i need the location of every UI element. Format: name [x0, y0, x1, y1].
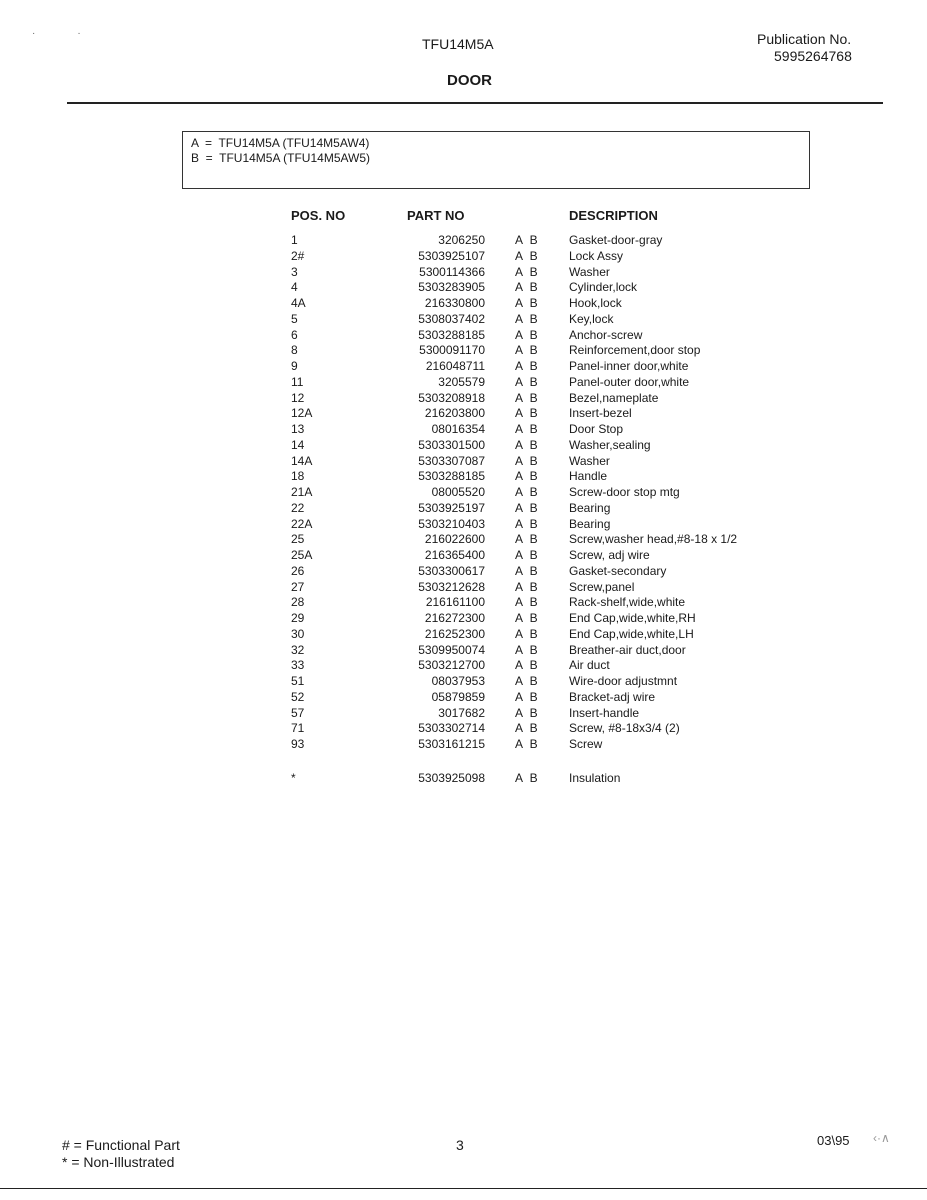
- description-cell: Rack-shelf,wide,white: [569, 595, 686, 610]
- part-number-cell: 216330800: [424, 296, 485, 310]
- pos-cell: 33: [291, 658, 305, 673]
- part-number-cell: 5309950074: [418, 642, 485, 657]
- part-number-cell: 3017682: [438, 705, 485, 720]
- header-divider: [67, 102, 883, 104]
- variant-cell: A B: [515, 311, 538, 326]
- part-number-cell: 216022600: [424, 532, 485, 547]
- parts-list: [0, 233, 927, 753]
- description-cell: Washer: [569, 264, 610, 279]
- variant-cell: A B: [515, 532, 538, 547]
- section-title: DOOR: [447, 72, 492, 89]
- pos-cell: 14: [291, 437, 305, 452]
- description-cell: Panel-inner door,white: [569, 359, 689, 373]
- pos-cell: *: [291, 771, 296, 785]
- part-number-cell: 5303307087: [418, 453, 485, 468]
- table-row: [0, 627, 927, 643]
- pos-cell: 25: [291, 532, 305, 547]
- table-row: [0, 771, 927, 787]
- footer-legend: [62, 1137, 180, 1171]
- description-cell: Screw-door stop mtg: [569, 485, 680, 499]
- variant-cell: A B: [515, 721, 538, 736]
- part-number-cell: 216161100: [425, 595, 485, 610]
- description-cell: Insulation: [569, 771, 621, 785]
- part-number-cell: 5303302714: [418, 721, 485, 736]
- table-row: [0, 485, 927, 501]
- part-number-cell: 08037953: [431, 674, 485, 688]
- pos-cell: 6: [291, 327, 298, 342]
- description-cell: Insert-bezel: [569, 406, 632, 421]
- part-number-cell: 5303161215: [418, 737, 485, 751]
- part-number-cell: 3206250: [438, 233, 485, 247]
- description-cell: Door Stop: [569, 422, 624, 436]
- part-number-cell: 216272300: [424, 611, 485, 625]
- publication-label: Publication No.: [757, 31, 852, 47]
- description-cell: Cylinder,lock: [569, 280, 638, 295]
- variant-cell: A B: [515, 563, 538, 578]
- variant-cell: A B: [515, 359, 538, 373]
- pos-cell: 3: [291, 264, 298, 279]
- table-row: [0, 674, 927, 690]
- description-cell: Reinforcement,door stop: [569, 343, 701, 358]
- table-row: [0, 312, 927, 328]
- variant-cell: A B: [515, 626, 538, 641]
- variant-cell: A B: [515, 453, 538, 468]
- pos-cell: 12: [291, 390, 305, 405]
- pos-cell: 4: [291, 280, 298, 295]
- variant-legend-box: [182, 131, 810, 189]
- description-cell: Screw: [569, 737, 603, 751]
- pos-cell: 93: [291, 737, 305, 751]
- table-row: [0, 249, 927, 265]
- part-number-cell: 216048711: [425, 359, 485, 373]
- description-cell: Washer: [569, 453, 610, 468]
- part-number-cell: 5303288185: [418, 327, 485, 342]
- table-row: [0, 643, 927, 659]
- pos-cell: 1: [291, 233, 298, 247]
- pos-cell: 18: [291, 469, 305, 484]
- part-number-cell: 5308037402: [418, 311, 485, 326]
- table-row: [0, 375, 927, 391]
- table-row: [0, 501, 927, 517]
- pos-cell: 13: [291, 422, 305, 436]
- description-cell: Bearing: [569, 516, 611, 531]
- description-cell: Bezel,nameplate: [569, 390, 659, 405]
- part-number-cell: 5303288185: [418, 469, 485, 484]
- table-row: [0, 265, 927, 281]
- part-number-cell: 5303212700: [418, 658, 485, 673]
- non-illustrated-list: [0, 771, 927, 787]
- part-number-cell: 5303925098: [418, 771, 485, 785]
- part-number-cell: 5303210403: [418, 516, 485, 531]
- description-cell: Handle: [569, 469, 608, 484]
- table-row: [0, 438, 927, 454]
- table-row: [0, 690, 927, 706]
- variant-cell: A B: [515, 469, 538, 484]
- table-row: [0, 469, 927, 485]
- table-row: [0, 548, 927, 564]
- description-cell: Screw, #8-18x3/4 (2): [569, 721, 680, 736]
- description-cell: Bracket-adj wire: [569, 689, 656, 704]
- part-number-cell: 5303925107: [418, 248, 485, 263]
- variant-cell: A B: [515, 516, 538, 531]
- part-number-cell: 08005520: [431, 485, 485, 499]
- part-number-cell: 5303212628: [418, 579, 485, 594]
- variant-cell: A B: [515, 674, 538, 688]
- description-cell: Breather-air duct,door: [569, 642, 686, 657]
- pos-cell: 12A: [291, 406, 313, 421]
- part-number-cell: 05879859: [431, 689, 485, 704]
- pos-cell: 8: [291, 343, 298, 358]
- publication-block: [757, 31, 852, 65]
- table-row: [0, 721, 927, 737]
- table-row: [0, 706, 927, 722]
- column-header-description: DESCRIPTION: [569, 208, 658, 223]
- table-row: [0, 611, 927, 627]
- legend-non-illustrated: * = Non-Illustrated: [62, 1154, 175, 1170]
- description-cell: Screw,washer head,#8-18 x 1/2: [569, 532, 738, 547]
- part-number-cell: 08016354: [431, 422, 485, 436]
- description-cell: End Cap,wide,white,RH: [569, 611, 696, 625]
- description-cell: Gasket-door-gray: [569, 233, 663, 247]
- variant-cell: A B: [515, 771, 538, 785]
- table-row: [0, 454, 927, 470]
- publication-number: 5995264768: [774, 48, 852, 64]
- pos-cell: 11: [291, 374, 304, 389]
- variant-cell: A B: [515, 422, 538, 436]
- variant-cell: A B: [515, 689, 538, 704]
- pos-cell: 29: [291, 611, 305, 625]
- variant-cell: A B: [515, 248, 538, 263]
- variant-cell: A B: [515, 406, 538, 421]
- variant-b: B = TFU14M5A (TFU14M5AW5): [191, 151, 371, 165]
- variant-a: A = TFU14M5A (TFU14M5AW4): [191, 136, 370, 150]
- description-cell: Anchor-screw: [569, 327, 643, 342]
- table-row: [0, 532, 927, 548]
- table-row: [0, 658, 927, 674]
- pos-cell: 71: [291, 721, 305, 736]
- part-number-cell: 5300114366: [419, 264, 485, 279]
- part-number-cell: 216365400: [424, 548, 485, 562]
- description-cell: Insert-handle: [569, 705, 640, 720]
- footer-divider: [0, 1188, 927, 1189]
- variant-cell: A B: [515, 642, 538, 657]
- description-cell: Screw, adj wire: [569, 548, 650, 562]
- pos-cell: 25A: [291, 548, 313, 562]
- page-number: 3: [456, 1137, 464, 1153]
- variant-cell: A B: [515, 705, 538, 720]
- variant-cell: A B: [515, 658, 538, 673]
- table-row: [0, 359, 927, 375]
- table-row: [0, 595, 927, 611]
- part-number-cell: 216203800: [424, 406, 485, 421]
- description-cell: End Cap,wide,white,LH: [569, 626, 694, 641]
- table-row: [0, 737, 927, 753]
- description-cell: Bearing: [569, 500, 611, 515]
- pos-cell: 2#: [291, 248, 305, 263]
- part-number-cell: 5303301500: [418, 437, 485, 452]
- variant-cell: A B: [515, 437, 538, 452]
- description-cell: Lock Assy: [569, 248, 624, 263]
- pos-cell: 51: [291, 674, 305, 688]
- pos-cell: 28: [291, 595, 305, 610]
- variant-cell: A B: [515, 579, 538, 594]
- description-cell: Hook,lock: [569, 296, 622, 310]
- part-number-cell: 5303300617: [418, 563, 485, 578]
- pos-cell: 27: [291, 579, 305, 594]
- table-row: [0, 328, 927, 344]
- handwritten-mark: ‹·∧: [873, 1131, 890, 1145]
- pos-cell: 57: [291, 705, 305, 720]
- variant-cell: A B: [515, 485, 538, 499]
- variant-cell: A B: [515, 548, 538, 562]
- pos-cell: 22: [291, 500, 305, 515]
- variant-cell: A B: [515, 390, 538, 405]
- part-number-cell: 3205579: [438, 374, 485, 389]
- table-row: [0, 391, 927, 407]
- variant-cell: A B: [515, 280, 538, 295]
- pos-cell: 5: [291, 311, 298, 326]
- part-number-cell: 5303208918: [418, 390, 485, 405]
- model-number: TFU14M5A: [422, 36, 494, 52]
- variant-cell: A B: [515, 500, 538, 515]
- variant-cell: A B: [515, 327, 538, 342]
- variant-cell: A B: [515, 595, 538, 610]
- pos-cell: 4A: [291, 296, 306, 310]
- variant-cell: A B: [515, 343, 538, 358]
- pos-cell: 22A: [291, 516, 313, 531]
- description-cell: Washer,sealing: [569, 437, 651, 452]
- table-row: [0, 296, 927, 312]
- pos-cell: 21A: [291, 485, 313, 499]
- table-row: [0, 517, 927, 533]
- description-cell: Key,lock: [569, 311, 614, 326]
- variant-cell: A B: [515, 374, 538, 389]
- table-row: [0, 406, 927, 422]
- part-number-cell: 5303283905: [418, 280, 485, 295]
- table-row: [0, 580, 927, 596]
- pos-cell: 52: [291, 689, 305, 704]
- description-cell: Panel-outer door,white: [569, 374, 690, 389]
- part-number-cell: 5303925197: [418, 500, 485, 515]
- pos-cell: 26: [291, 563, 305, 578]
- variant-cell: A B: [515, 233, 538, 247]
- pos-cell: 9: [291, 359, 298, 373]
- table-row: [0, 343, 927, 359]
- table-row: [0, 280, 927, 296]
- scan-specks: ··: [32, 28, 123, 39]
- part-number-cell: 216252300: [424, 626, 485, 641]
- description-cell: Wire-door adjustmnt: [569, 674, 678, 688]
- variant-cell: A B: [515, 296, 538, 310]
- part-number-cell: 5300091170: [419, 343, 485, 358]
- column-header-part: PART NO: [407, 208, 465, 223]
- pos-cell: 14A: [291, 453, 313, 468]
- pos-cell: 32: [291, 642, 305, 657]
- column-header-pos: POS. NO: [291, 208, 346, 223]
- variant-cell: A B: [515, 737, 538, 751]
- variant-cell: A B: [515, 611, 538, 625]
- legend-functional: # = Functional Part: [62, 1137, 180, 1153]
- description-cell: Screw,panel: [569, 579, 635, 594]
- table-row: [0, 564, 927, 580]
- table-row: [0, 233, 927, 249]
- table-row: [0, 422, 927, 438]
- description-cell: Air duct: [569, 658, 610, 673]
- description-cell: Gasket-secondary: [569, 563, 667, 578]
- variant-cell: A B: [515, 264, 538, 279]
- pos-cell: 30: [291, 626, 305, 641]
- revision-date: 03\95: [817, 1133, 850, 1148]
